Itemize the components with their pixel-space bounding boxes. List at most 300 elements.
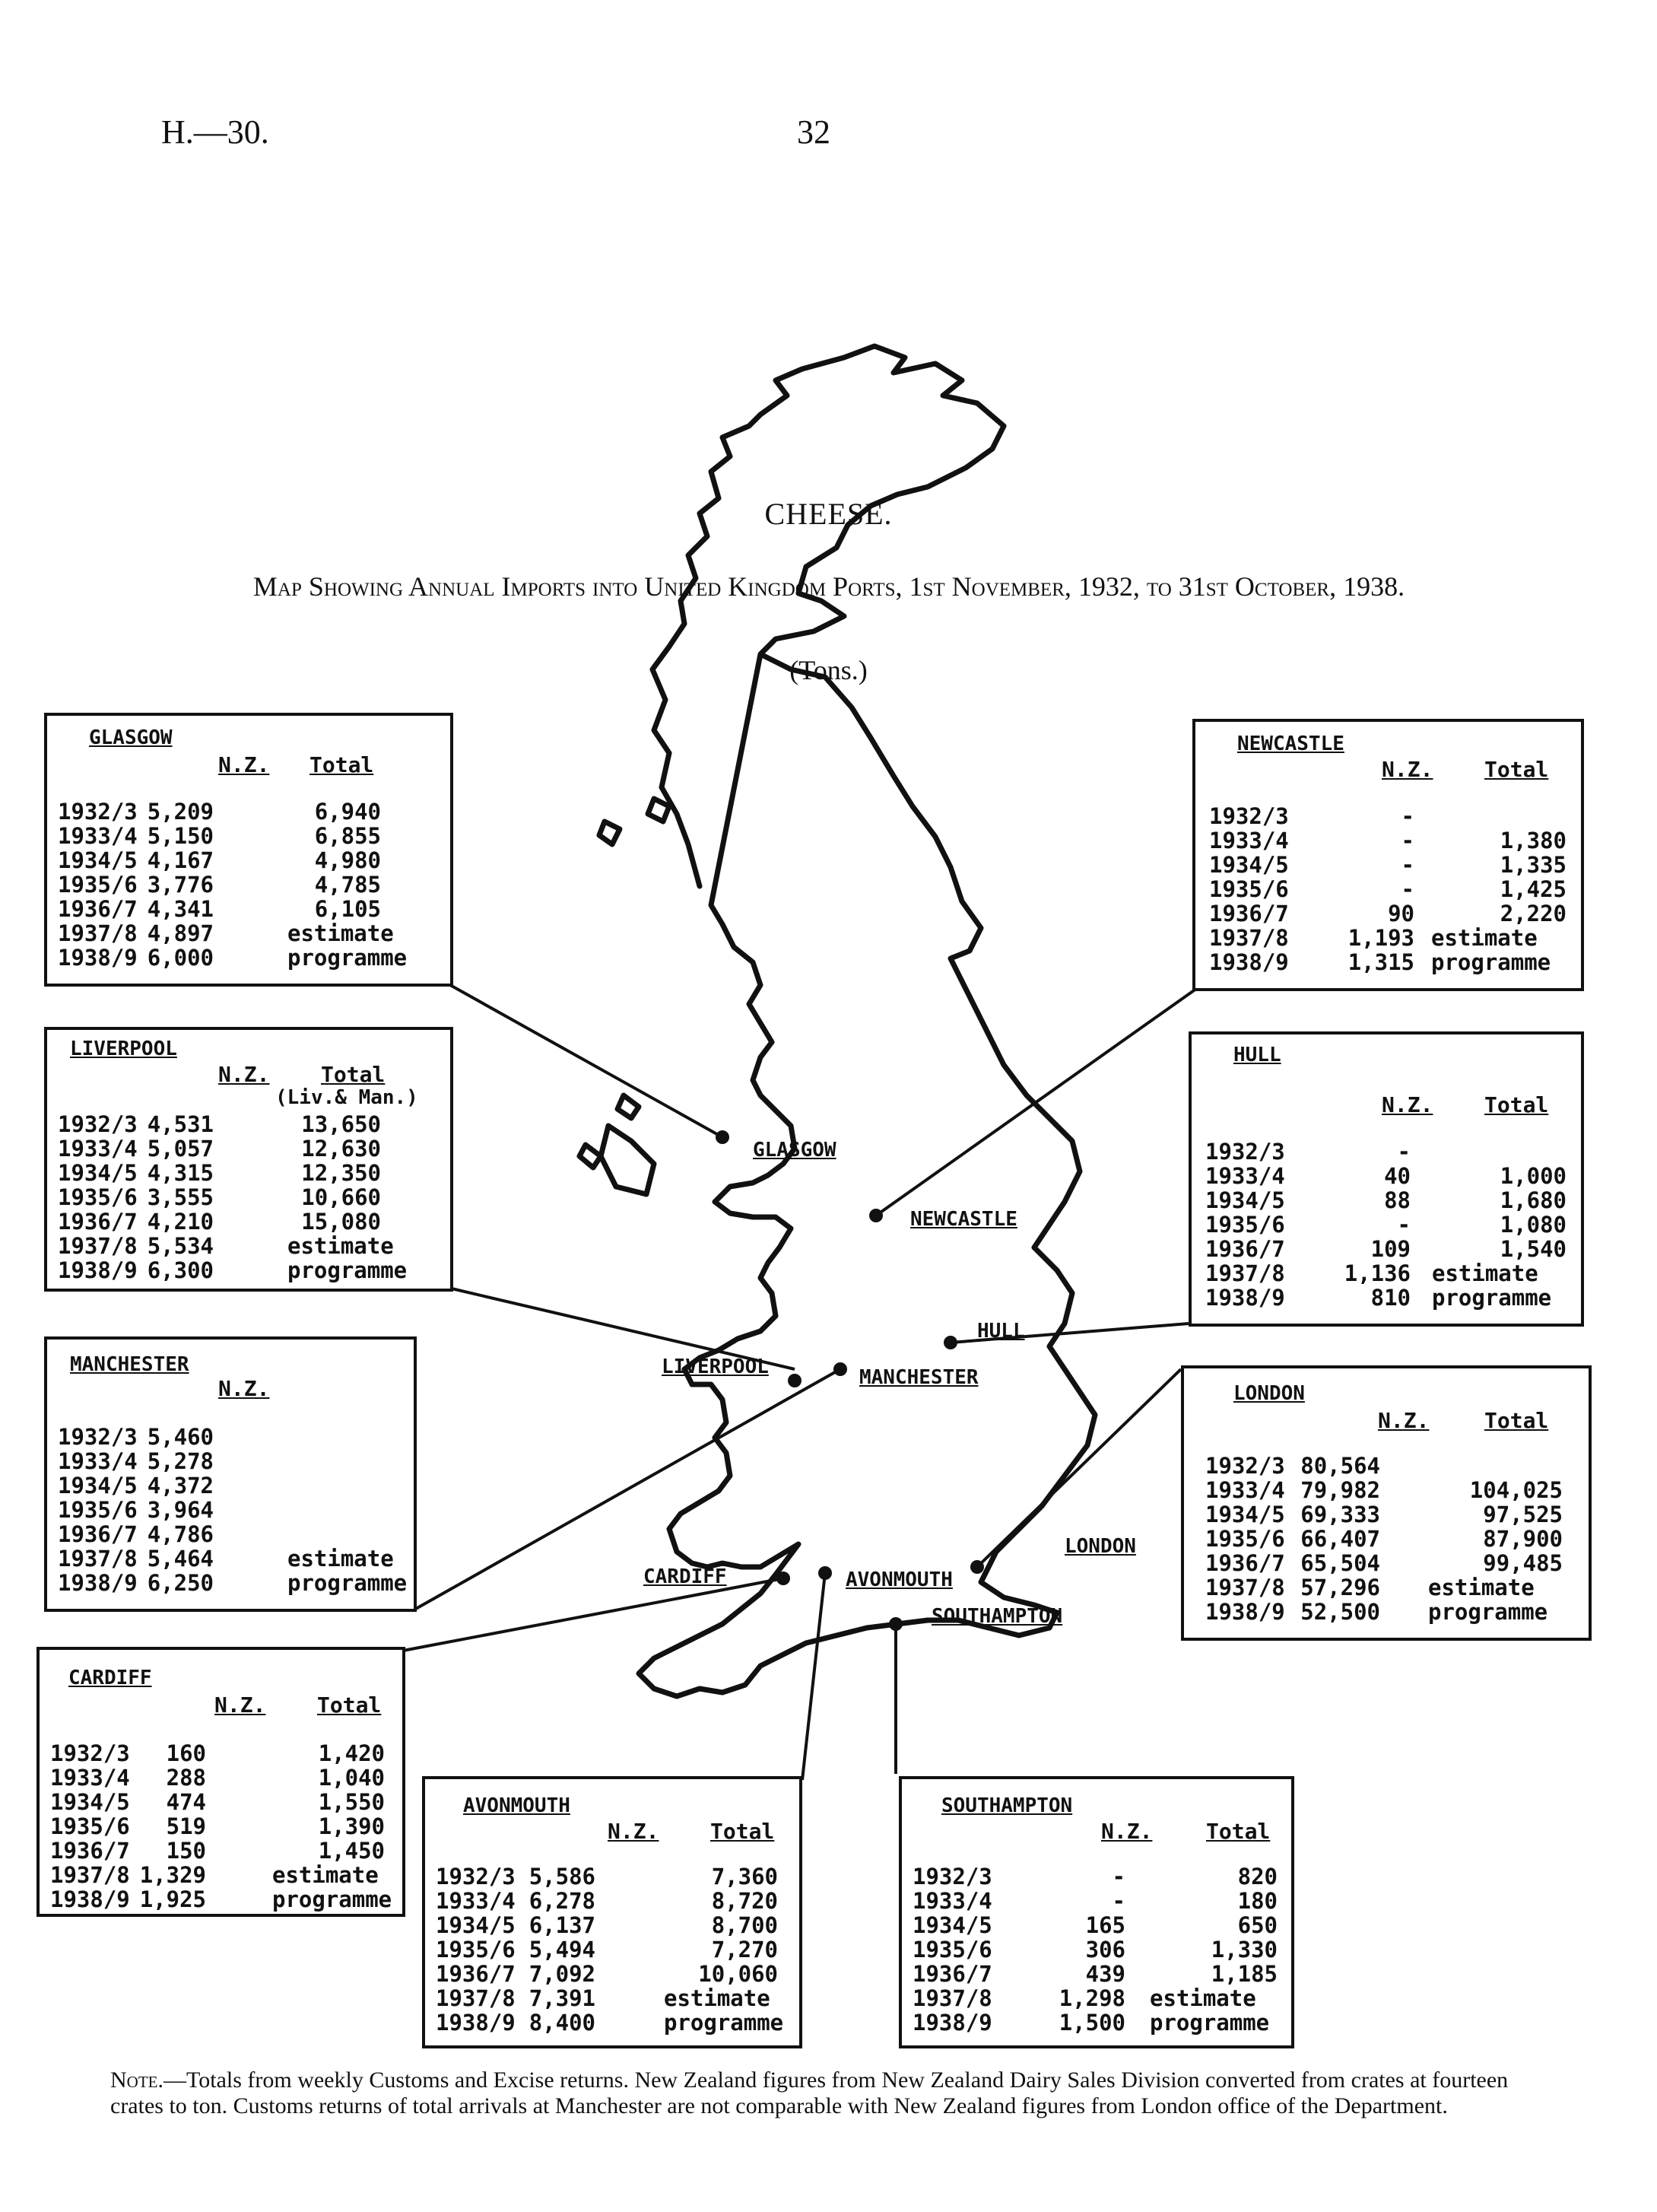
year-cell: 1935/6 [58,872,138,898]
data-rows [1209,804,1583,974]
port-marker-hull [944,1336,957,1349]
leader-line-avonmouth [802,1573,825,1780]
table-row [1209,804,1583,828]
table-row [58,1571,415,1595]
total-cell: 4,980 [314,847,381,873]
total-cell: 4,785 [314,872,381,898]
table-row [58,1498,415,1522]
total-cell: 97,525 [1483,1502,1563,1527]
total-column-header: Total [1206,1819,1271,1844]
total-cell: programme [664,2010,784,2036]
nz-cell: 4,897 [147,920,214,946]
nz-cell: 40 [1384,1163,1411,1189]
year-cell: 1933/4 [436,1888,516,1914]
port-box-liverpool [44,1027,453,1292]
year-cell: 1937/8 [436,1985,516,2011]
nz-cell: 6,300 [147,1257,214,1283]
table-row [50,1839,404,1863]
year-cell: 1937/8 [58,1546,138,1572]
nz-cell: 4,167 [147,847,214,873]
total-column-header: Total [309,752,374,777]
nz-cell: - [1401,876,1414,902]
island-outline [579,1145,601,1168]
total-cell: estimate [272,1862,379,1888]
nz-column-header: N.Z. [218,1062,270,1087]
table-row [436,2010,801,2035]
year-cell: 1932/3 [436,1864,516,1889]
nz-cell: 150 [166,1838,206,1864]
port-name: LIVERPOOL [70,1038,177,1060]
port-box-london [1181,1365,1592,1641]
table-row [1205,1478,1589,1502]
nz-cell: 1,298 [1059,1985,1125,2011]
nz-cell: - [1397,1139,1411,1165]
table-row [58,1473,415,1498]
year-cell: 1938/9 [58,945,138,971]
year-cell: 1932/3 [58,799,138,825]
port-name: NEWCASTLE [1237,733,1344,755]
island-outline [601,1126,654,1194]
table-row [58,1449,415,1473]
year-cell: 1933/4 [1205,1477,1285,1503]
nz-column-header: N.Z. [218,1376,270,1401]
year-cell: 1934/5 [436,1912,516,1938]
data-rows [913,1864,1293,2035]
port-name: HULL [1233,1044,1281,1066]
table-row [1209,926,1583,950]
year-cell: 1938/9 [913,2010,992,2036]
nz-cell: 52,500 [1300,1599,1380,1625]
units-label: (Tons.) [789,655,868,685]
table-row [913,1962,1293,1986]
nz-cell: 5,209 [147,799,214,825]
total-cell: 1,550 [318,1789,385,1815]
nz-column-header: N.Z. [214,1692,266,1718]
port-marker-cardiff [776,1572,790,1585]
total-cell: 1,380 [1500,828,1567,853]
total-cell: 10,660 [301,1184,381,1210]
table-row [1205,1527,1589,1551]
table-row [58,1522,415,1546]
nz-cell: 65,504 [1300,1550,1380,1576]
year-cell: 1932/3 [1209,803,1289,829]
table-row [436,1913,801,1937]
total-cell: 650 [1237,1912,1278,1938]
footnote [110,2067,1509,2119]
table-row [436,1937,801,1962]
year-cell: 1934/5 [58,1473,138,1499]
nz-column-header: N.Z. [1101,1819,1153,1844]
port-box-avonmouth [422,1776,802,2048]
table-row [1205,1237,1584,1261]
year-cell: 1938/9 [1205,1599,1285,1625]
nz-cell: - [1401,803,1414,829]
year-cell: 1933/4 [58,1448,138,1474]
total-column-header: Total [1484,1408,1549,1433]
nz-cell: 6,137 [529,1912,595,1938]
total-cell: 8,700 [711,1912,778,1938]
nz-cell: 69,333 [1300,1502,1380,1527]
nz-cell: 810 [1370,1285,1411,1311]
total-cell: 1,390 [318,1813,385,1839]
table-row [1209,877,1583,901]
nz-cell: 439 [1085,1961,1125,1987]
table-row [58,1546,415,1571]
data-rows [1205,1454,1589,1624]
table-row [58,1209,446,1234]
nz-cell: 1,136 [1344,1260,1411,1286]
year-cell: 1937/8 [1205,1575,1285,1600]
footnote-text: —Totals from weekly Customs and Excise returns. New Zealand figures from New Zealand Dairy Sales Division converted from crates at fourteen crates to ton. Customs returns of total arrivals at Manchester are not comparable with New Zealand figures from London office of the Department. [110,2067,1509,2118]
table-row [1205,1286,1584,1310]
total-cell: 104,025 [1469,1477,1563,1503]
table-row [436,1864,801,1889]
table-row [58,1185,446,1209]
map-label-manchester: MANCHESTER [859,1366,979,1389]
nz-cell: 5,534 [147,1233,214,1259]
total-cell: 6,855 [314,823,381,849]
year-cell: 1938/9 [58,1570,138,1596]
table-row [1209,901,1583,926]
total-cell: estimate [1150,1985,1256,2011]
table-row [50,1741,404,1765]
nz-cell: 7,092 [529,1961,595,1987]
data-rows [58,1425,415,1595]
nz-cell: - [1401,852,1414,878]
total-column-header: Total [1484,757,1549,782]
nz-column-header: N.Z. [608,1819,659,1844]
nz-cell: 1,925 [139,1886,206,1912]
nz-cell: - [1112,1888,1125,1914]
total-cell: programme [287,1570,408,1596]
total-cell: 820 [1237,1864,1278,1889]
total-cell: 99,485 [1483,1550,1563,1576]
nz-cell: 1,329 [139,1862,206,1888]
year-cell: 1934/5 [1205,1187,1285,1213]
table-row [913,1937,1293,1962]
leader-line-newcastle [876,989,1196,1216]
port-box-newcastle [1192,719,1584,991]
year-cell: 1932/3 [58,1111,138,1137]
table-row [50,1863,404,1887]
port-name: LONDON [1233,1382,1305,1405]
year-cell: 1932/3 [58,1424,138,1450]
nz-cell: 57,296 [1300,1575,1380,1600]
liv-man-subheader: (Liv.& Man.) [275,1086,418,1109]
table-row [50,1887,404,1912]
port-box-southampton [899,1776,1294,2048]
nz-cell: 1,500 [1059,2010,1125,2036]
table-row [1205,1575,1589,1600]
total-cell: programme [287,1257,408,1283]
total-column-header: Total [710,1819,775,1844]
year-cell: 1938/9 [58,1257,138,1283]
year-cell: 1938/9 [436,2010,516,2036]
table-row [58,1234,446,1258]
total-cell: 7,360 [711,1864,778,1889]
total-cell: estimate [287,1546,394,1572]
total-cell: 10,060 [698,1961,778,1987]
table-row [1205,1600,1589,1624]
year-cell: 1937/8 [50,1862,130,1888]
table-row [58,848,446,872]
nz-cell: 160 [166,1740,206,1766]
page-number: 32 [797,113,830,151]
total-cell: 1,185 [1211,1961,1278,1987]
total-cell: 12,350 [301,1160,381,1186]
total-cell: 1,330 [1211,1937,1278,1963]
table-row [58,1136,446,1161]
port-marker-glasgow [716,1130,729,1144]
nz-cell: 6,000 [147,945,214,971]
year-cell: 1935/6 [58,1184,138,1210]
port-box-manchester [44,1336,417,1612]
total-cell: programme [1431,949,1551,975]
total-cell: 6,105 [314,896,381,922]
total-cell: estimate [664,1985,770,2011]
port-name: SOUTHAMPTON [941,1794,1073,1817]
total-cell: programme [287,945,408,971]
nz-cell: 474 [166,1789,206,1815]
year-cell: 1936/7 [58,1209,138,1235]
nz-cell: 306 [1085,1937,1125,1963]
year-cell: 1936/7 [1205,1550,1285,1576]
map-label-liverpool: LIVERPOOL [662,1355,769,1378]
nz-cell: 66,407 [1300,1526,1380,1552]
table-row [913,1986,1293,2010]
table-row [50,1765,404,1790]
year-cell: 1934/5 [50,1789,130,1815]
map-label-hull: HULL [977,1320,1025,1343]
total-cell: estimate [287,920,394,946]
table-row [913,1913,1293,1937]
port-name: AVONMOUTH [463,1794,570,1817]
nz-cell: - [1397,1212,1411,1238]
total-cell: 2,220 [1500,901,1567,926]
nz-cell: - [1112,1864,1125,1889]
nz-cell: 5,586 [529,1864,595,1889]
nz-cell: 4,531 [147,1111,214,1137]
total-cell: 6,940 [314,799,381,825]
nz-cell: 5,494 [529,1937,595,1963]
year-cell: 1937/8 [1209,925,1289,951]
footnote-lead: Note. [110,2067,163,2093]
year-cell: 1932/3 [50,1740,130,1766]
total-cell: 1,080 [1500,1212,1567,1238]
nz-cell: - [1401,828,1414,853]
map-label-glasgow: GLASGOW [753,1139,836,1162]
nz-column-header: N.Z. [218,752,270,777]
nz-cell: 4,786 [147,1521,214,1547]
nz-cell: 3,555 [147,1184,214,1210]
year-cell: 1938/9 [50,1886,130,1912]
data-rows [1205,1139,1584,1310]
port-box-hull [1189,1031,1584,1327]
year-cell: 1938/9 [1209,949,1289,975]
nz-cell: 6,250 [147,1570,214,1596]
year-cell: 1936/7 [436,1961,516,1987]
year-cell: 1932/3 [1205,1453,1285,1479]
table-row [58,897,446,921]
year-cell: 1936/7 [1205,1236,1285,1262]
total-cell: estimate [1428,1575,1535,1600]
table-row [436,1889,801,1913]
nz-cell: 8,400 [529,2010,595,2036]
year-cell: 1936/7 [1209,901,1289,926]
total-cell: programme [1428,1599,1548,1625]
table-row [58,1161,446,1185]
nz-column-header: N.Z. [1382,757,1433,782]
table-row [436,1962,801,1986]
nz-cell: 3,776 [147,872,214,898]
table-row [58,824,446,848]
total-cell: programme [1150,2010,1270,2036]
nz-cell: 4,372 [147,1473,214,1499]
table-row [58,946,446,970]
port-marker-avonmouth [818,1566,832,1580]
island-outline [617,1095,639,1118]
data-rows [436,1864,801,2035]
total-cell: 1,420 [318,1740,385,1766]
year-cell: 1932/3 [913,1864,992,1889]
nz-cell: 165 [1085,1912,1125,1938]
table-row [1205,1454,1589,1478]
table-row [1205,1164,1584,1188]
year-cell: 1934/5 [58,1160,138,1186]
year-cell: 1933/4 [913,1888,992,1914]
total-column-header: Total [1484,1092,1549,1117]
total-cell: 15,080 [301,1209,381,1235]
nz-cell: 5,460 [147,1424,214,1450]
total-cell: 7,270 [711,1937,778,1963]
total-cell: estimate [1431,925,1538,951]
port-marker-liverpool [788,1374,802,1387]
map-label-newcastle: NEWCASTLE [910,1208,1017,1231]
table-row [913,1889,1293,1913]
year-cell: 1935/6 [1205,1526,1285,1552]
leader-line-cardiff [403,1578,783,1651]
island-outline [599,822,620,844]
year-cell: 1936/7 [58,896,138,922]
nz-cell: 5,150 [147,823,214,849]
total-cell: 1,335 [1500,852,1567,878]
year-cell: 1936/7 [913,1961,992,1987]
total-cell: 12,630 [301,1136,381,1162]
table-row [58,1112,446,1136]
nz-cell: 5,464 [147,1546,214,1572]
table-row [1209,828,1583,853]
page-reference: H.—30. [161,113,269,151]
total-cell: 1,000 [1500,1163,1567,1189]
year-cell: 1934/5 [1209,852,1289,878]
year-cell: 1935/6 [58,1497,138,1523]
port-marker-southampton [889,1617,903,1631]
table-row [1205,1212,1584,1237]
table-row [58,872,446,897]
year-cell: 1933/4 [50,1765,130,1791]
map-label-avonmouth: AVONMOUTH [846,1568,953,1591]
total-cell: 8,720 [711,1888,778,1914]
nz-cell: 79,982 [1300,1477,1380,1503]
nz-column-header: N.Z. [1382,1092,1433,1117]
map-subtitle: Map Showing Annual Imports into United Kingdom Ports, 1st November, 1932, to 31st October, 1938. [252,571,1405,602]
year-cell: 1935/6 [436,1937,516,1963]
nz-cell: 3,964 [147,1497,214,1523]
nz-cell: 80,564 [1300,1453,1380,1479]
port-name: MANCHESTER [70,1353,189,1376]
nz-cell: 288 [166,1765,206,1791]
nz-cell: 4,315 [147,1160,214,1186]
year-cell: 1933/4 [58,1136,138,1162]
total-cell: 1,680 [1500,1187,1567,1213]
table-row [1205,1502,1589,1527]
total-cell: 180 [1237,1888,1278,1914]
port-marker-newcastle [869,1209,883,1222]
data-rows [50,1741,404,1912]
nz-cell: 1,193 [1348,925,1414,951]
year-cell: 1933/4 [58,823,138,849]
year-cell: 1937/8 [58,1233,138,1259]
table-row [50,1790,404,1814]
year-cell: 1936/7 [50,1838,130,1864]
year-cell: 1934/5 [58,847,138,873]
table-row [1205,1261,1584,1286]
table-row [1205,1551,1589,1575]
nz-cell: 5,278 [147,1448,214,1474]
port-box-glasgow [44,713,453,987]
table-row [58,799,446,824]
port-marker-london [970,1560,984,1574]
year-cell: 1937/8 [1205,1260,1285,1286]
total-column-header: Total [317,1692,382,1718]
year-cell: 1936/7 [58,1521,138,1547]
nz-cell: 5,057 [147,1136,214,1162]
table-row [436,1986,801,2010]
table-row [1209,853,1583,877]
nz-cell: 1,315 [1348,949,1414,975]
year-cell: 1938/9 [1205,1285,1285,1311]
total-column-header: Total [321,1062,386,1087]
year-cell: 1935/6 [50,1813,130,1839]
total-cell: 13,650 [301,1111,381,1137]
year-cell: 1933/4 [1209,828,1289,853]
nz-cell: 109 [1370,1236,1411,1262]
year-cell: 1932/3 [1205,1139,1285,1165]
table-row [913,2010,1293,2035]
nz-cell: 519 [166,1813,206,1839]
port-marker-manchester [833,1362,847,1376]
map-label-cardiff: CARDIFF [643,1565,727,1588]
map-label-london: LONDON [1065,1535,1136,1558]
year-cell: 1935/6 [913,1937,992,1963]
total-cell: 87,900 [1483,1526,1563,1552]
year-cell: 1937/8 [58,920,138,946]
total-cell: 1,450 [318,1838,385,1864]
port-name: CARDIFF [68,1667,152,1689]
total-cell: estimate [1432,1260,1538,1286]
year-cell: 1935/6 [1209,876,1289,902]
great-britain-outline [639,346,1095,1696]
nz-cell: 4,210 [147,1209,214,1235]
table-row [1205,1139,1584,1164]
table-row [1205,1188,1584,1212]
page-title: CHEESE. [764,497,893,531]
table-row [913,1864,1293,1889]
total-cell: 1,425 [1500,876,1567,902]
year-cell: 1937/8 [913,1985,992,2011]
year-cell: 1934/5 [913,1912,992,1938]
data-rows [58,799,446,970]
